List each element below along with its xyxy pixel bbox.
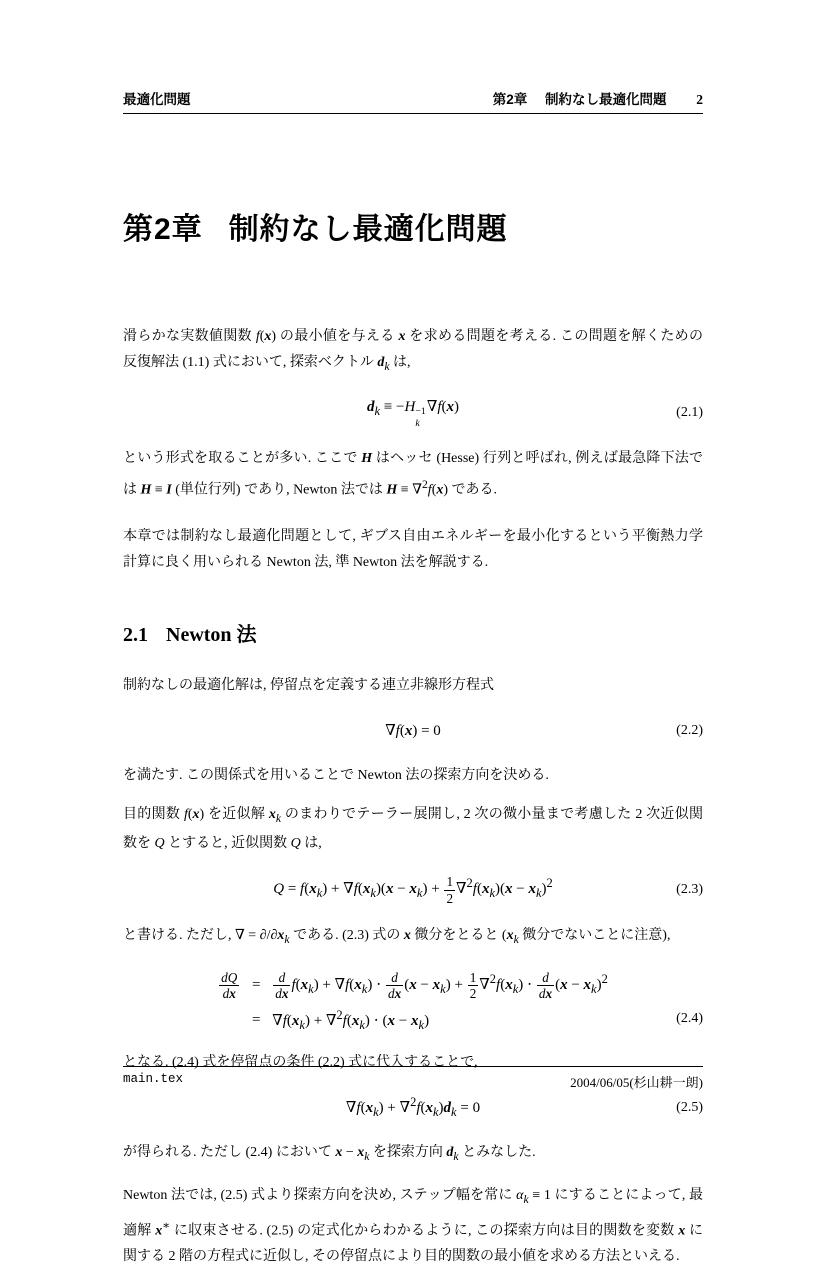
paragraph-newton-1: 制約なしの最適化解は, 停留点を定義する連立非線形方程式 (123, 677, 494, 693)
section-heading-2-1 (123, 618, 703, 647)
paragraph-newton-3: 目的関数 f(x) を近似解 $x_k$ のまわりでテーラー展開し, 2 次の微小量まで考慮した 2 次近似関数を Q とすると, 近似関数 Q は, (123, 806, 704, 852)
equation-2-3-body: $Q = f(x_k) + \nabla f(x_k)(x - x_k)$ + $\frac{1}{2}$ $\nabla^2f(x_k)(x - x_k)^2$ (273, 874, 553, 906)
equation-2-2 (123, 716, 703, 746)
equation-2-4-rhs-1: $\frac{d}{dx}$ $f(x_k) + \nabla f(x_k)$ ⋅ $\frac{d}{dx}$ $(x - x_k)$ + $\frac{1}{2}$ $\nabla^2f(x_k)$ ⋅ $\frac{d}{dx}$ $(x - x_k)^2$ (275, 969, 608, 1001)
header-chapter-number: 第2章 (492, 92, 528, 107)
equation-2-2-number: (2.2) (676, 722, 703, 738)
equation-2-1 (123, 397, 703, 429)
equation-2-4 (123, 970, 703, 1033)
section-number: 2.1 (123, 623, 148, 646)
equation-2-3-number: (2.3) (676, 882, 703, 898)
chapter-number: 第2章 (123, 213, 203, 246)
equation-2-4-rel-1: = (252, 976, 261, 993)
equation-2-4-rhs-2: $\nabla f(x_k) + \nabla^2f(x_k) \cdot (x - x_k)$ (272, 1007, 430, 1032)
page-footer (123, 1066, 703, 1091)
header-chapter-title: 制約なし最適化問題 (544, 92, 667, 107)
paragraph-intro-1: 滑らかな実数値関数 f(x) の最小値を与える x を求める問題を考える. この問題を解くための反復解法 (1.1) 式において, 探索ベクトル $d_k$ は, (123, 329, 704, 373)
equation-2-5-number: (2.5) (676, 1099, 703, 1115)
paragraph-newton-6: が得られる. ただし (2.4) において $x - x_k$ を探索方向 $d_k$ とみなした. (123, 1144, 536, 1163)
equation-2-5 (123, 1093, 703, 1123)
equation-2-4-rel-2: = (252, 1011, 261, 1028)
equation-2-3 (123, 874, 703, 905)
footer-filename: main.tex (123, 1072, 184, 1086)
paragraph-intro-2: という形式を取ることが多い. ここで H はヘッセ (Hesse) 行列と呼ばれ, 例えば最急降下法では H ≡ I (単位行列) であり, Newton 法では H ≡ ∇$^2$f(x) である. (123, 451, 704, 498)
equation-2-1-number: (2.1) (676, 404, 703, 420)
equation-2-4-number: (2.4) (676, 1010, 703, 1026)
equation-2-1-body: $d_k \equiv -H$ −1 k ∇f(x) (367, 398, 459, 429)
paragraph-newton-5: となる. (2.4) 式を停留点の条件 (2.2) 式に代入することで, (123, 1054, 478, 1070)
chapter-title-text: 制約なし最適化問題 (228, 213, 508, 246)
equation-2-5-body: $\nabla f(x_k) + \nabla^2f(x_k)d_k = 0$ (345, 1095, 481, 1120)
equation-2-4-grid (123, 970, 703, 1033)
footer-date-author: 2004/06/05(杉山耕一朗) (570, 1075, 703, 1090)
header-right (479, 88, 703, 108)
chapter-title (123, 204, 703, 248)
header-left-title: 最適化問題 (123, 92, 191, 107)
section-title-text: Newton 法 (166, 623, 257, 646)
paragraph-newton-4: と書ける. ただし, ∇ = $\partial/\partial x_k$ である. (2.3) 式の x 微分をとると ($x_k$ 微分でないことに注意), (123, 927, 671, 946)
page-header (123, 88, 703, 114)
paragraph-intro-3: 本章では制約なし最適化問題として, ギブス自由エネルギーを最小化するという平衡熱力学計算に良く用いられる Newton 法, 準 Newton 法を解説する. (123, 528, 703, 570)
paragraph-newton-7: Newton 法では, (2.5) 式より探索方向を決め, ステップ幅を常に $\alpha_k \equiv 1$ にすることによって, 最適解 x∗ に収束させる. (2.5) の定式化からわかるように, この探索方向は目的関数を変数 x に関する 2 階の方程式に近似し, その停留点により目的関数の最小値を求める方法といえる. (123, 1187, 704, 1265)
equation-2-4-lhs: $\frac{dQ}{dx}$ (221, 969, 238, 1001)
header-page-number: 2 (696, 92, 703, 107)
paragraph-newton-2: を満たす. この関係式を用いることで Newton 法の探索方向を決める. (123, 767, 549, 783)
equation-2-2-body: ∇f(x) = 0 (385, 723, 441, 740)
